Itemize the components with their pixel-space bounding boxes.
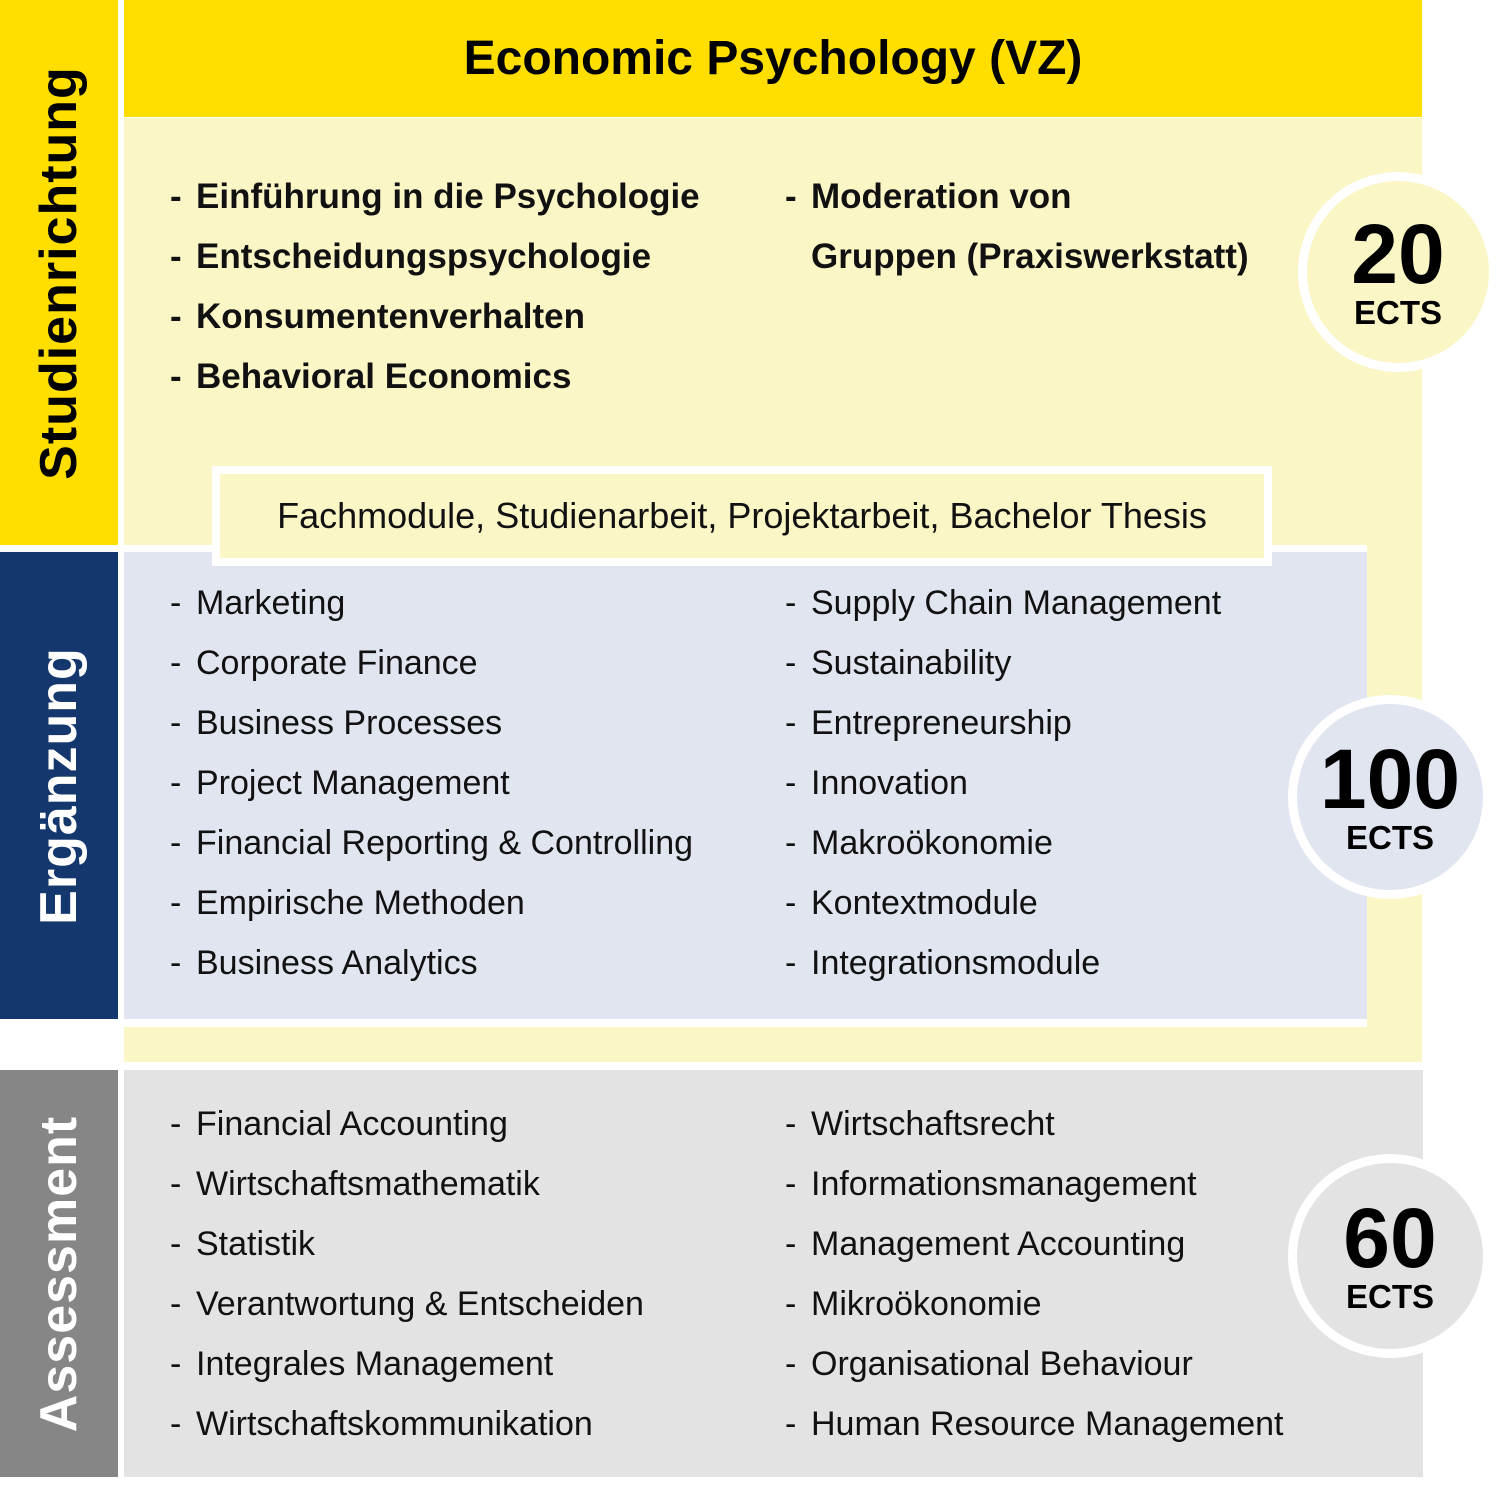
- list-item-label: Wirtschaftsrecht: [811, 1104, 1055, 1143]
- list-item-label: Innovation: [811, 763, 968, 802]
- dash-bullet: -: [785, 943, 797, 982]
- sidebar-assessment: [0, 1070, 118, 1477]
- list-item: [170, 633, 693, 693]
- dash-bullet: -: [785, 1104, 797, 1143]
- dash-bullet: -: [170, 297, 182, 336]
- list-item: [170, 573, 693, 633]
- dash-bullet: -: [170, 177, 182, 216]
- dash-bullet: -: [785, 583, 797, 622]
- sidebar-assessment-label: Assessment: [30, 1115, 88, 1432]
- list-item-label: Financial Accounting: [196, 1104, 508, 1143]
- list-item-label: Financial Reporting & Controlling: [196, 823, 694, 862]
- list-item: [170, 1094, 644, 1154]
- list-item-label: Entrepreneurship: [811, 703, 1072, 742]
- header-title-band: [124, 0, 1422, 117]
- list-item-label: Integrationsmodule: [811, 943, 1101, 982]
- list-item: [170, 287, 700, 347]
- list-item-label: Konsumentenverhalten: [196, 297, 585, 336]
- list-item-label: Human Resource Management: [811, 1404, 1284, 1443]
- list-item-label: Mikroökonomie: [811, 1284, 1042, 1323]
- dash-bullet: -: [170, 1284, 182, 1323]
- ects-badge-ergaenzung: [1288, 695, 1492, 899]
- list-item-label: Sustainability: [811, 643, 1012, 682]
- dash-bullet: -: [170, 883, 182, 922]
- list-item-label: Marketing: [196, 583, 346, 622]
- fachmodule-band-label: Fachmodule, Studienarbeit, Projektarbeit, Bachelor Thesis: [277, 495, 1207, 536]
- dash-bullet: -: [785, 823, 797, 862]
- list-item-label: Wirtschaftsmathematik: [196, 1164, 540, 1203]
- list-item-label: Business Analytics: [196, 943, 478, 982]
- dash-bullet: -: [785, 703, 797, 742]
- list-item: [170, 167, 700, 227]
- dash-bullet: -: [170, 703, 182, 742]
- list-item: [785, 693, 1221, 753]
- dash-bullet: -: [785, 763, 797, 802]
- dash-bullet: -: [170, 943, 182, 982]
- list-item-label: Organisational Behaviour: [811, 1344, 1193, 1383]
- list-item-label: Project Management: [196, 763, 510, 802]
- list-item-label: Wirtschaftskommunikation: [196, 1404, 593, 1443]
- list-item: [785, 1274, 1283, 1334]
- ects-value: 20: [1351, 206, 1445, 301]
- list-item-label: Corporate Finance: [196, 643, 478, 682]
- list-item-label: Kontextmodule: [811, 883, 1038, 922]
- list-item-label: Integrales Management: [196, 1344, 554, 1383]
- dash-bullet: -: [170, 1224, 182, 1263]
- list-item-label: Einführung in die Psychologie: [196, 177, 700, 216]
- list-item-label: Business Processes: [196, 703, 503, 742]
- ects-badge-assessment: [1288, 1154, 1492, 1358]
- dash-bullet: -: [785, 177, 797, 216]
- list-item: [785, 573, 1221, 633]
- dash-bullet: -: [785, 1344, 797, 1383]
- list-item: [785, 933, 1221, 993]
- list-item-label: Informationsmanagement: [811, 1164, 1197, 1203]
- list-item: [785, 167, 1249, 227]
- list-item: [785, 1214, 1283, 1274]
- list-item-label: Statistik: [196, 1224, 316, 1263]
- dash-bullet: -: [170, 763, 182, 802]
- list-item: [170, 1154, 644, 1214]
- list-item-label: Empirische Methoden: [196, 883, 525, 922]
- list-item: [170, 1214, 644, 1274]
- assessment-list-left: [170, 1094, 644, 1454]
- list-item-label: Behavioral Economics: [196, 357, 572, 396]
- list-item: [785, 813, 1221, 873]
- sidebar-ergaenzung: [0, 552, 118, 1019]
- list-item: [170, 347, 700, 407]
- list-item: [785, 1334, 1283, 1394]
- list-item: [170, 933, 693, 993]
- ects-badge-studienrichtung: [1298, 172, 1498, 372]
- list-item: [170, 693, 693, 753]
- studienrichtung-list-right: [785, 167, 1249, 287]
- list-item-continuation: [785, 227, 1249, 287]
- dash-bullet: -: [785, 1284, 797, 1323]
- studienrichtung-list-left: [170, 167, 700, 407]
- dash-bullet: -: [170, 357, 182, 396]
- dash-bullet: -: [170, 583, 182, 622]
- list-item: [785, 1154, 1283, 1214]
- list-item: [785, 753, 1221, 813]
- list-item-label: Entscheidungspsychologie: [196, 237, 652, 276]
- list-item: [170, 813, 693, 873]
- dash-bullet: -: [170, 1344, 182, 1383]
- ects-unit: ECTS: [1345, 1278, 1434, 1316]
- list-item: [170, 1274, 644, 1334]
- ects-unit: ECTS: [1353, 294, 1442, 332]
- ects-value: 60: [1343, 1190, 1437, 1285]
- dash-bullet: -: [785, 1164, 797, 1203]
- fachmodule-band: [212, 466, 1272, 566]
- list-item-label: Moderation von: [811, 177, 1072, 216]
- dash-bullet: -: [785, 1404, 797, 1443]
- list-item: [170, 1394, 644, 1454]
- dash-bullet: -: [170, 823, 182, 862]
- dash-bullet: -: [170, 237, 182, 276]
- dash-bullet: -: [785, 1224, 797, 1263]
- list-item-label: Supply Chain Management: [811, 583, 1222, 622]
- sidebar-studienrichtung-label: Studienrichtung: [30, 65, 88, 480]
- list-item: [170, 227, 700, 287]
- list-item-label: Verantwortung & Entscheiden: [196, 1284, 644, 1323]
- ects-value: 100: [1319, 731, 1461, 826]
- list-item: [170, 873, 693, 933]
- ergaenzung-list-right: [785, 573, 1221, 993]
- sidebar-studienrichtung: [0, 0, 118, 545]
- ergaenzung-list-left: [170, 573, 693, 993]
- dash-bullet: -: [785, 883, 797, 922]
- sidebar-ergaenzung-label: Ergänzung: [30, 646, 88, 925]
- dash-bullet: -: [170, 643, 182, 682]
- list-item: [785, 873, 1221, 933]
- list-item: [785, 1394, 1283, 1454]
- list-item-label: Gruppen (Praxiswerkstatt): [811, 237, 1249, 276]
- dash-bullet: -: [170, 1404, 182, 1443]
- ects-unit: ECTS: [1345, 819, 1434, 857]
- list-item: [785, 633, 1221, 693]
- dash-bullet: -: [170, 1104, 182, 1143]
- assessment-list-right: [785, 1094, 1283, 1454]
- list-item-label: Makroökonomie: [811, 823, 1053, 862]
- page-title: Economic Psychology (VZ): [463, 32, 1083, 85]
- dash-bullet: -: [785, 643, 797, 682]
- list-item-label: Management Accounting: [811, 1224, 1186, 1263]
- list-item: [170, 1334, 644, 1394]
- dash-bullet: -: [170, 1164, 182, 1203]
- list-item: [785, 1094, 1283, 1154]
- list-item: [170, 753, 693, 813]
